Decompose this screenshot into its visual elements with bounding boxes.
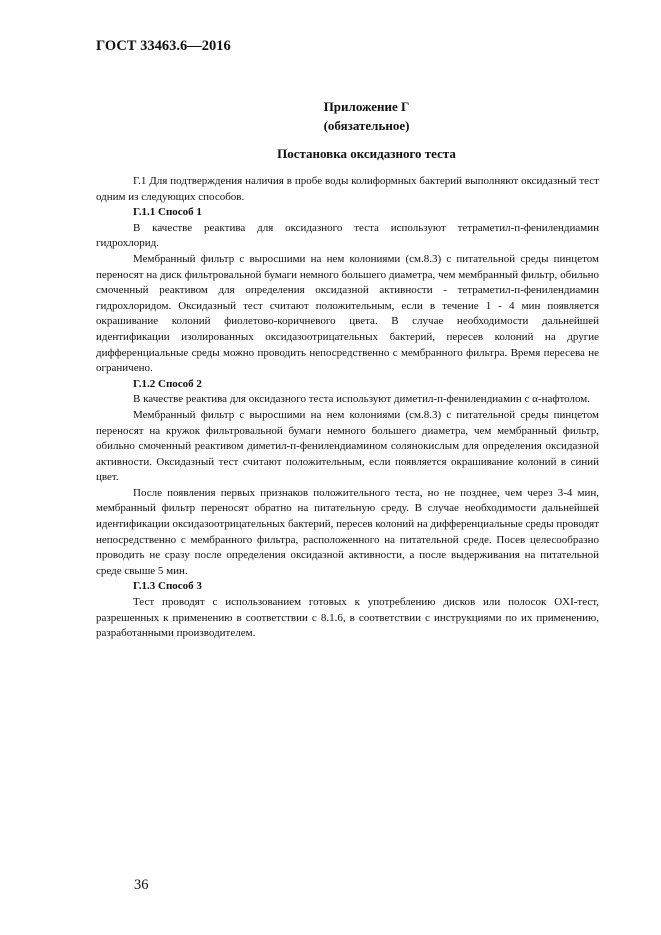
section-title-g112: Г.1.2 Способ 2	[133, 377, 202, 390]
paragraph-g112-reagent: В качестве реактива для оксидазного теста используют диметил-п-фенилендиамин с α-нафтолом.	[133, 393, 591, 406]
paragraph-g112-procedure: Мембранный фильтр с выросшими на нем колониями (см.8.3) с питательной среды пинцетом переносят на кружок фильтровальной бумаги немного большего диаметра, чем мембранный фильтр, обильно смоченный реактивом диметил-п-фенилендиамином солянокислым для определения оксидазной активности. Оксидазный тест считают положительным, если появляется окрашивание колоний в синий цвет.	[96, 408, 599, 484]
document-code-header: ГОСТ 33463.6—2016	[96, 38, 231, 54]
document-body	[96, 174, 599, 642]
paragraph-g113-procedure: Тест проводят с использованием готовых к употреблению дисков или полосок OXI-тест, разрешенных к применению в соответствии с 8.1.6, в соответствии с инструкциями по их применению, разработанными производителем.	[96, 596, 599, 640]
section-title-g113: Г.1.3 Способ 3	[133, 580, 202, 593]
paragraph-g111-procedure: Мембранный фильтр с выросшими на нем колониями (см.8.3) с питательной среды пинцетом переносят на диск фильтровальной бумаги немного большего диаметра, чем мембранный фильтр, обильно смоченный реактивом для определения оксидазной активности - тетраметил-п-фенилендиамин гидрохлоридом. Оксидазный тест считают положительным, если в течение 1 - 4 мин появляется окрашивание колоний фиолетово-коричневого цвета. В случае необходимости дальнейшей идентификации изолированных оксидазоотрицательных бактерий, пересев колоний на другие дифференциальные среды можно проводить непосредственно с мембранного фильтра. Время пересева не ограничено.	[96, 252, 599, 375]
paragraph-g112-transfer: После появления первых признаков положительного теста, но не позднее, чем через 3-4 мин, мембранный фильтр переносят обратно на питательную среду. В случае необходимости дальнейшей идентификации оксидазоотрицательных бактерий, пересев колоний на дифференциальные среды проводят непосредственно с мембранного фильтра, расположенного на питательной среде. Посев целесообразно проводить не сразу после определения оксидазной активности, а после выдерживания на питательной среде свыше 5 мин.	[96, 486, 599, 577]
annex-title: Приложение Г	[323, 99, 410, 114]
section-title-g111: Г.1.1 Способ 1	[133, 206, 202, 219]
annex-status: (обязательное)	[323, 118, 410, 133]
paragraph-g111-reagent: В качестве реактива для оксидазного теста используют тетраметил-п-фенилендиамин гидрохлорид.	[96, 221, 599, 250]
annex-heading: Постановка оксидазного теста	[277, 146, 456, 161]
paragraph-g1: Г.1 Для подтверждения наличия в пробе воды колиформных бактерий выполняют оксидазный тест одним из следующих способов.	[96, 175, 599, 203]
page-number: 36	[134, 877, 149, 893]
